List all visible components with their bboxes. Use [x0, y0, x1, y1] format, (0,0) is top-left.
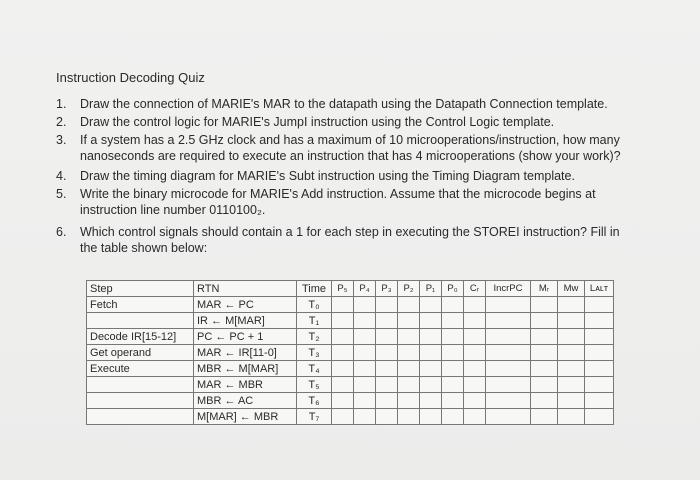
header-lalt: Lᴀʟᴛ	[585, 281, 614, 297]
signal-cell[interactable]	[585, 409, 614, 425]
signal-cell[interactable]	[442, 393, 464, 409]
header-p1: P₁	[420, 281, 442, 297]
signal-cell[interactable]	[464, 361, 486, 377]
question-number: 5.	[56, 187, 67, 201]
step-cell: Get operand	[87, 345, 194, 361]
signal-cell[interactable]	[442, 345, 464, 361]
signal-cell[interactable]	[558, 361, 585, 377]
signal-cell[interactable]	[398, 297, 420, 313]
rtn-cell: MAR ← PC	[194, 297, 297, 313]
time-cell: T₆	[297, 393, 332, 409]
time-cell: T₁	[297, 313, 332, 329]
rtn-cell: MAR ← IR[11-0]	[194, 345, 297, 361]
header-rtn: RTN	[194, 281, 297, 297]
question-number: 3.	[56, 133, 67, 147]
question-text-cont: the table shown below:	[80, 241, 208, 255]
rtn-cell: M[MAR] ← MBR	[194, 409, 297, 425]
signal-cell[interactable]	[332, 377, 354, 393]
header-p4: P₄	[354, 281, 376, 297]
signal-cell[interactable]	[558, 377, 585, 393]
signal-cell[interactable]	[376, 297, 398, 313]
signal-cell[interactable]	[464, 297, 486, 313]
header-p0: P₀	[442, 281, 464, 297]
step-cell	[87, 409, 194, 425]
question-number: 6.	[56, 225, 67, 239]
table-row	[87, 313, 614, 329]
signal-cell[interactable]	[486, 409, 531, 425]
table-row	[87, 361, 614, 377]
question-text: Draw the connection of MARIE's MAR to the datapath using the Datapath Connection template.	[80, 97, 608, 111]
header-p3: P₃	[376, 281, 398, 297]
signal-cell[interactable]	[464, 409, 486, 425]
quiz-title: Instruction Decoding Quiz	[56, 70, 205, 85]
rtn-cell: MBR ← M[MAR]	[194, 361, 297, 377]
signal-cell[interactable]	[585, 297, 614, 313]
table-row	[87, 377, 614, 393]
signal-cell[interactable]	[464, 393, 486, 409]
signal-cell[interactable]	[585, 329, 614, 345]
signal-cell[interactable]	[442, 409, 464, 425]
signal-cell[interactable]	[354, 297, 376, 313]
question-text-cont: nanoseconds are required to execute an instruction that has 4 microoperations (show your work)?	[80, 149, 621, 163]
rtn-cell: MBR ← AC	[194, 393, 297, 409]
time-cell: T₃	[297, 345, 332, 361]
signal-cell[interactable]	[420, 409, 442, 425]
rtn-cell: IR ← M[MAR]	[194, 313, 297, 329]
table-row	[87, 345, 614, 361]
signal-cell[interactable]	[558, 345, 585, 361]
signal-cell[interactable]	[558, 409, 585, 425]
signal-cell[interactable]	[442, 297, 464, 313]
signal-cell[interactable]	[332, 329, 354, 345]
signal-cell[interactable]	[398, 345, 420, 361]
signal-cell[interactable]	[354, 329, 376, 345]
time-cell: T₅	[297, 377, 332, 393]
signal-cell[interactable]	[442, 329, 464, 345]
signal-cell[interactable]	[376, 393, 398, 409]
signal-cell[interactable]	[354, 313, 376, 329]
signal-cell[interactable]	[354, 345, 376, 361]
signal-cell[interactable]	[531, 345, 558, 361]
question-number: 4.	[56, 169, 67, 183]
signal-cell[interactable]	[420, 361, 442, 377]
signal-cell[interactable]	[398, 313, 420, 329]
header-p2: P₂	[398, 281, 420, 297]
signal-cell[interactable]	[354, 361, 376, 377]
signal-cell[interactable]	[332, 345, 354, 361]
signal-cell[interactable]	[376, 345, 398, 361]
header-time: Time	[297, 281, 332, 297]
rtn-cell: MAR ← MBR	[194, 377, 297, 393]
header-cr: Cᵣ	[464, 281, 486, 297]
signal-cell[interactable]	[420, 329, 442, 345]
table-header-row	[87, 281, 614, 297]
signal-cell[interactable]	[531, 361, 558, 377]
step-cell	[87, 313, 194, 329]
signal-cell[interactable]	[354, 393, 376, 409]
signal-cell[interactable]	[558, 393, 585, 409]
control-signal-table	[86, 280, 614, 425]
signal-cell[interactable]	[531, 377, 558, 393]
step-cell: Execute	[87, 361, 194, 377]
signal-cell[interactable]	[585, 361, 614, 377]
signal-cell[interactable]	[585, 377, 614, 393]
signal-cell[interactable]	[486, 345, 531, 361]
time-cell: T₀	[297, 297, 332, 313]
signal-cell[interactable]	[420, 377, 442, 393]
table-body	[87, 297, 614, 425]
rtn-cell: PC ← PC + 1	[194, 329, 297, 345]
signal-cell[interactable]	[332, 313, 354, 329]
signal-cell[interactable]	[398, 361, 420, 377]
signal-cell[interactable]	[376, 313, 398, 329]
table-row	[87, 297, 614, 313]
signal-cell[interactable]	[398, 393, 420, 409]
time-cell: T₂	[297, 329, 332, 345]
signal-cell[interactable]	[420, 297, 442, 313]
table-row	[87, 329, 614, 345]
signal-cell[interactable]	[486, 361, 531, 377]
header-p5: P₅	[332, 281, 354, 297]
question-text-cont: instruction line number 0110100₂.	[80, 203, 266, 217]
table-row	[87, 393, 614, 409]
time-cell: T₄	[297, 361, 332, 377]
signal-cell[interactable]	[420, 345, 442, 361]
signal-cell[interactable]	[442, 313, 464, 329]
step-cell: Decode IR[15-12]	[87, 329, 194, 345]
signal-cell[interactable]	[486, 393, 531, 409]
signal-cell[interactable]	[332, 297, 354, 313]
question-text: Write the binary microcode for MARIE's Add instruction. Assume that the microcode begins at	[80, 187, 596, 201]
signal-cell[interactable]	[420, 313, 442, 329]
time-cell: T₇	[297, 409, 332, 425]
question-text: Which control signals should contain a 1 for each step in executing the STOREI instruction? Fill in	[80, 225, 620, 239]
question-text: If a system has a 2.5 GHz clock and has a maximum of 10 microoperations/instruction, how many	[80, 133, 620, 147]
question-number: 1.	[56, 97, 67, 111]
signal-cell[interactable]	[332, 393, 354, 409]
signal-cell[interactable]	[558, 313, 585, 329]
signal-cell[interactable]	[354, 409, 376, 425]
signal-cell[interactable]	[376, 409, 398, 425]
header-step: Step	[87, 281, 194, 297]
signal-cell[interactable]	[354, 377, 376, 393]
signal-cell[interactable]	[585, 345, 614, 361]
signal-cell[interactable]	[442, 361, 464, 377]
signal-cell[interactable]	[464, 313, 486, 329]
signal-cell[interactable]	[376, 361, 398, 377]
step-cell: Fetch	[87, 297, 194, 313]
signal-cell[interactable]	[376, 377, 398, 393]
signal-cell[interactable]	[531, 313, 558, 329]
signal-cell[interactable]	[486, 313, 531, 329]
header-incrpc: IncrPC	[486, 281, 531, 297]
signal-cell[interactable]	[464, 345, 486, 361]
signal-cell[interactable]	[332, 361, 354, 377]
question-text: Draw the timing diagram for MARIE's Subt instruction using the Timing Diagram template.	[80, 169, 575, 183]
signal-cell[interactable]	[531, 329, 558, 345]
header-mw: Mw	[558, 281, 585, 297]
signal-cell[interactable]	[398, 377, 420, 393]
signal-cell[interactable]	[398, 329, 420, 345]
step-cell	[87, 377, 194, 393]
signal-cell[interactable]	[558, 329, 585, 345]
signal-cell[interactable]	[486, 377, 531, 393]
header-mr: Mᵣ	[531, 281, 558, 297]
step-cell	[87, 393, 194, 409]
signal-cell[interactable]	[464, 377, 486, 393]
signal-cell[interactable]	[464, 329, 486, 345]
signal-cell[interactable]	[332, 409, 354, 425]
signal-cell[interactable]	[486, 297, 531, 313]
signal-cell[interactable]	[531, 297, 558, 313]
signal-cell[interactable]	[398, 409, 420, 425]
signal-cell[interactable]	[585, 313, 614, 329]
question-text: Draw the control logic for MARIE's JumpI instruction using the Control Logic template.	[80, 115, 555, 129]
question-number: 2.	[56, 115, 67, 129]
table-row	[87, 409, 614, 425]
signal-cell[interactable]	[420, 393, 442, 409]
signal-cell[interactable]	[558, 297, 585, 313]
signal-cell[interactable]	[531, 393, 558, 409]
signal-cell[interactable]	[531, 409, 558, 425]
signal-cell[interactable]	[376, 329, 398, 345]
signal-cell[interactable]	[442, 377, 464, 393]
signal-cell[interactable]	[486, 329, 531, 345]
signal-cell[interactable]	[585, 393, 614, 409]
